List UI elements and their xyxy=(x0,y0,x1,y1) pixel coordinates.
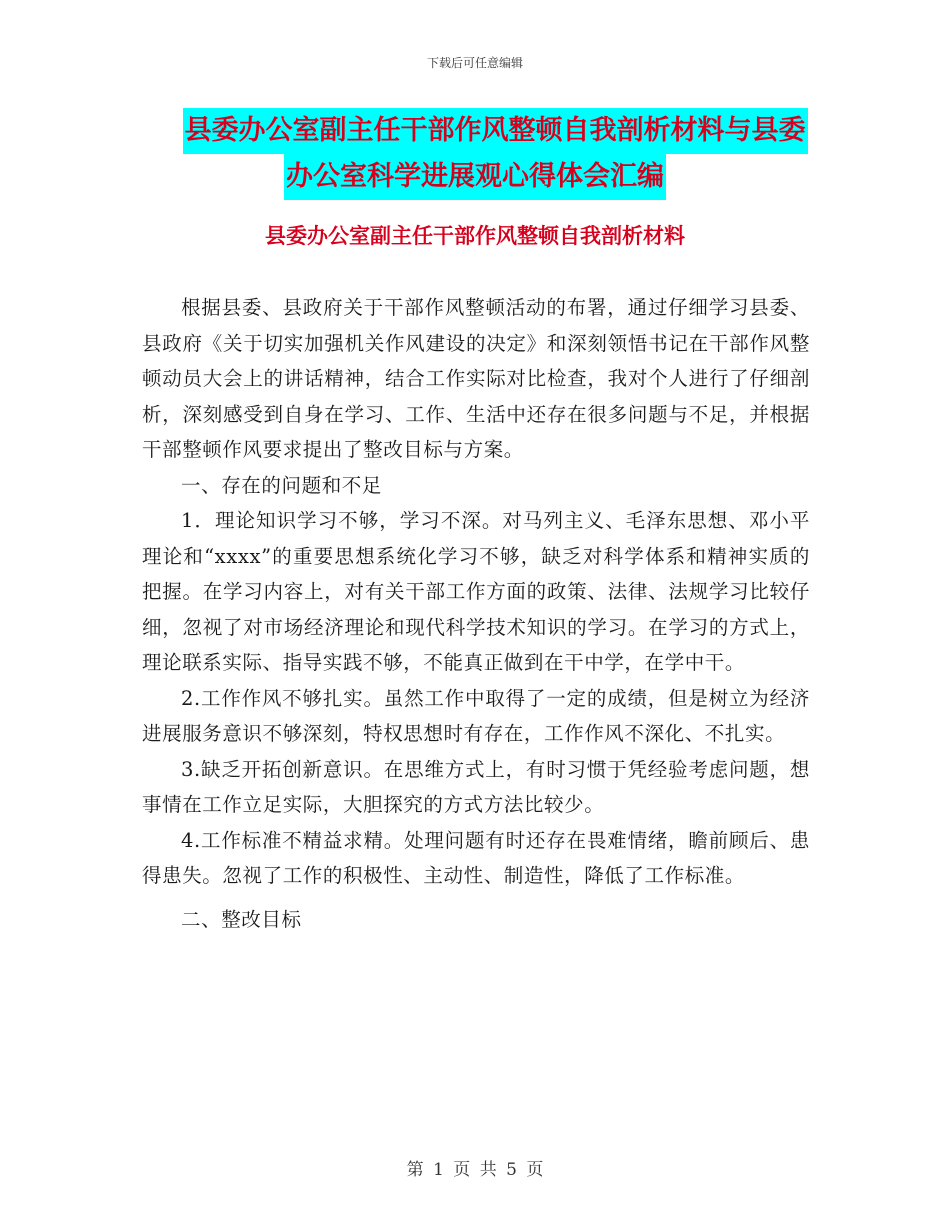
paragraph-item-1: 1．理论知识学习不够，学习不深。对马列主义、毛泽东思想、邓小平理论和“xxxx”的重要思想系统化学习不够，缺乏对科学体系和精神实质的把握。在学习内容上，对有关干部工作方面的政策、法律、法规学习比较仔细，忽视了对市场经济理论和现代科学技术知识的学习。在学习的方式上，理论联系实际、指导实践不够，不能真正做到在干中学，在学中干。 xyxy=(142,509,810,674)
paragraph-item-2: 2.工作作风不够扎实。虽然工作中取得了一定的成绩，但是树立为经济进展服务意识不够深刻，特权思想时有存在，工作作风不深化、不扎实。 xyxy=(142,686,810,745)
page-footer: 第 1 页 共 5 页 xyxy=(406,1160,544,1180)
document-title-line-2: 办公室科学进展观心得体会汇编 xyxy=(284,154,666,200)
heading-problems: 一、存在的问题和不足 xyxy=(181,473,383,497)
section-title: 县委办公室副主任干部作风整顿自我剖析材料 xyxy=(265,224,685,248)
document-body xyxy=(142,290,810,937)
header-note: 下载后可任意编辑 xyxy=(426,56,523,70)
paragraph-item-4: 4.工作标准不精益求精。处理问题有时还存在畏难情绪，瞻前顾后、患得患失。忽视了工作的积极性、主动性、制造性，降低了工作标准。 xyxy=(142,828,810,887)
document-title-line-1: 县委办公室副主任干部作风整顿自我剖析材料与县委 xyxy=(183,108,808,154)
heading-goals: 二、整改目标 xyxy=(181,907,302,931)
paragraph-intro: 根据县委、县政府关于干部作风整顿活动的布署，通过仔细学习县委、县政府《关于切实加强机关作风建设的决定》和深刻领悟书记在干部作风整顿动员大会上的讲话精神，结合工作实际对比检查，我对个人进行了仔细剖析，深刻感受到自身在学习、工作、生活中还存在很多问题与不足，并根据干部整顿作风要求提出了整改目标与方案。 xyxy=(142,296,810,461)
paragraph-item-3: 3.缺乏开拓创新意识。在思维方式上，有时习惯于凭经验考虑问题，想事情在工作立足实际，大胆探究的方式方法比较少。 xyxy=(142,757,810,816)
document-title xyxy=(0,108,950,200)
